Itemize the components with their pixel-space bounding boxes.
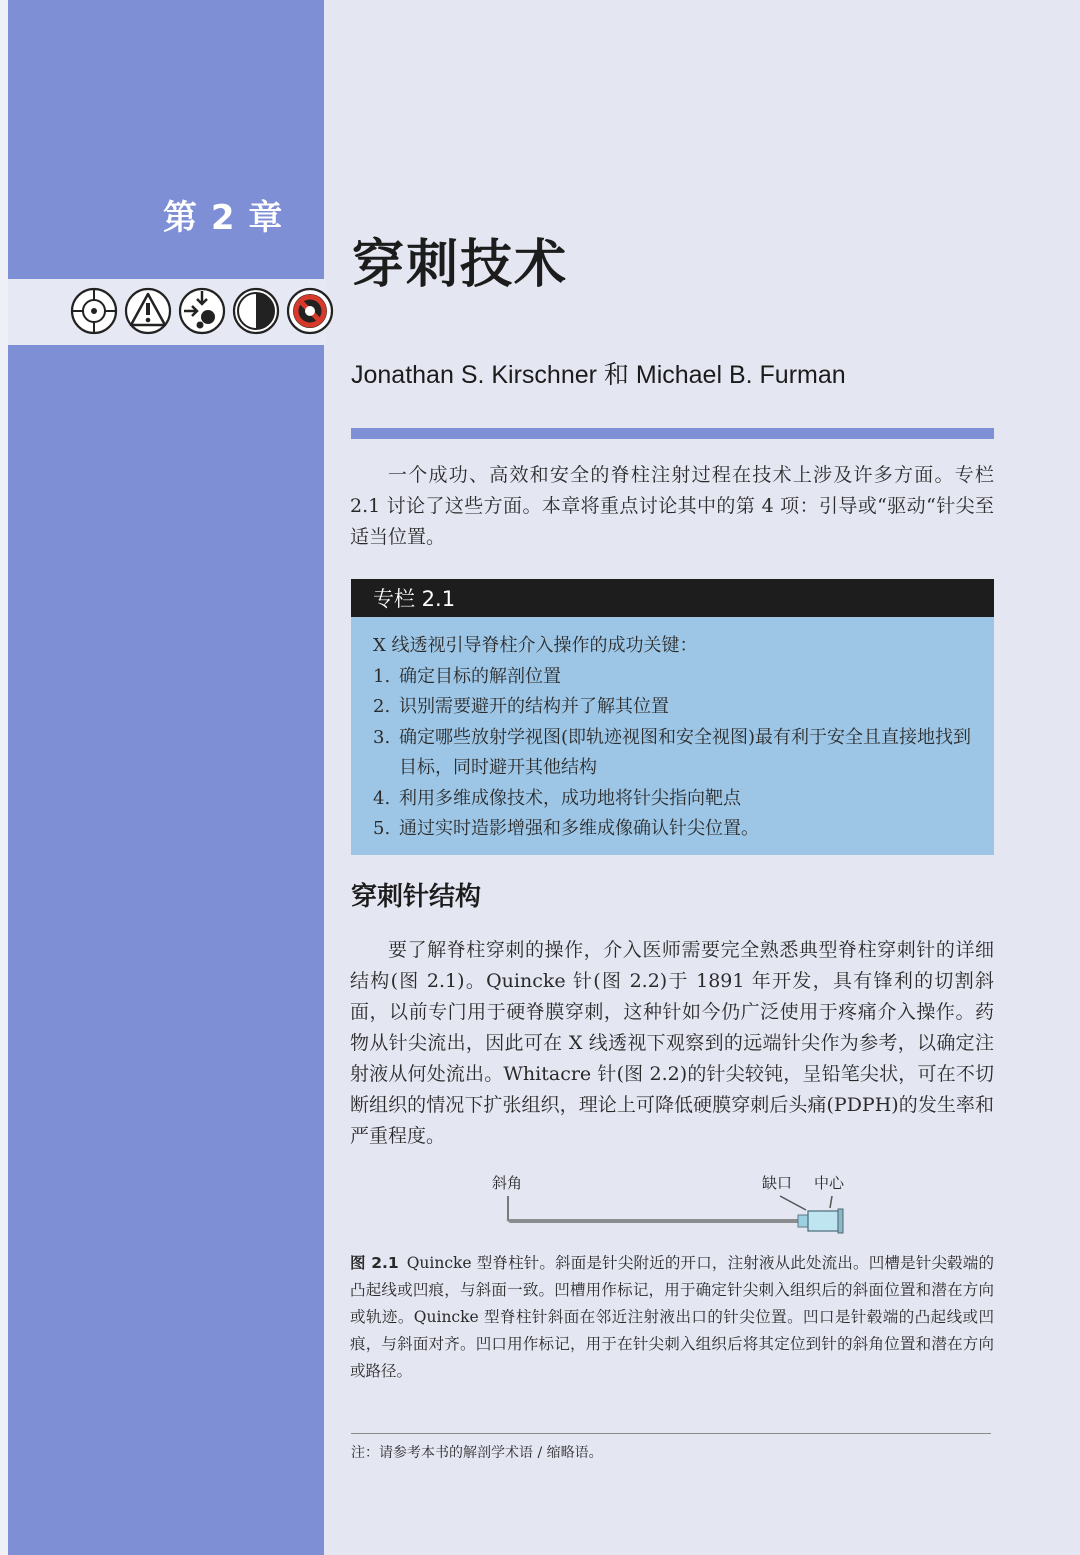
arrows-converge-icon [178,287,226,335]
footnote-rule [351,1433,991,1434]
figure-caption [350,1250,994,1385]
needle-figure [480,1168,860,1248]
needle-hub-cap [838,1209,843,1233]
needle-collar [798,1215,808,1227]
section-body: 要了解脊柱穿刺的操作，介入医师需要完全熟悉典型脊柱穿刺针的详细结构(图 2.1)。Quincke 针(图 2.2)于 1891 年开发，具有锋利的切割斜面，以前专门用于硬脊膜穿刺，这种针如今仍广泛使用于疼痛介入操作。药物从针尖流出，因此可在 X 线透视下观察到的远端针尖作为参考，以确定注射液从何处流出。Whitacre 针(图 2.2)的针尖较钝，呈铅笔尖状，可在不切断组织的情况下扩张组织，理论上可降低硬膜穿刺后头痛(PDPH)的发生率和严重程度。 [350,939,994,1147]
label-hub: 中心 [814,1174,845,1192]
authors: Jonathan S. Kirschner 和 Michael B. Furman [351,361,846,389]
prohibited-sign-icon [286,287,334,335]
crosshair-target-icon [70,287,118,335]
box-list [373,662,974,845]
title-rule [351,428,994,439]
needle-shaft [506,1219,798,1223]
list-item: 4. 利用多维成像技术，成功地将针尖指向靶点 [373,787,741,809]
leader-notch [780,1196,806,1210]
list-item: 3. 确定哪些放射学视图(即轨迹视图和安全视图)最有利于安全且直接地找到目标，同时避开其他结构 [373,726,972,778]
topic-icons [70,287,334,335]
chapter-title: 穿刺技术 [352,235,569,295]
chapter-number: 第 2 章 [163,198,284,238]
footnote: 注：请参考本书的解剖学术语 / 缩略语。 [351,1445,603,1461]
label-notch: 缺口 [762,1174,793,1192]
list-item: 1. 确定目标的解剖位置 [373,665,561,687]
intro-paragraph: 一个成功、高效和安全的脊柱注射过程在技术上涉及许多方面。专栏 2.1 讨论了这些方面。本章将重点讨论其中的第 4 项：引导或“驱动“针尖至适当位置。 [350,464,994,548]
page-edge [0,0,8,1555]
list-item: 5. 通过实时造影增强和多维成像确认针尖位置。 [373,818,759,839]
box-content [351,617,994,855]
needle-hub [808,1211,838,1231]
box-lead: X 线透视引导脊柱介入操作的成功关键： [373,635,698,656]
caption-text: Quincke 型脊柱针。斜面是针尖附近的开口，注射液从此处流出。凹槽是针尖毂端的凸起线或凹痕，与斜面一致。凹槽用作标记，用于确定针尖刺入组织后的斜面位置和潜在方向或轨迹。Quincke 型脊柱针斜面在邻近注射液出口的针尖位置。凹口是针毂端的凸起线或凹痕，与斜面对齐。凹口用作标记，用于在针尖刺入组织后将其定位到针的斜角位置和潜在方向或路径。 [350,1254,994,1380]
half-circle-contrast-icon [232,287,280,335]
leader-hub [830,1196,832,1208]
label-bevel: 斜角 [492,1174,523,1192]
box-title: 专栏 2.1 [351,579,994,617]
section-title: 穿刺针结构 [351,882,482,912]
warning-triangle-icon [124,287,172,335]
caption-label: 图 2.1 [350,1254,399,1272]
list-item: 2. 识别需要避开的结构并了解其位置 [373,696,669,717]
